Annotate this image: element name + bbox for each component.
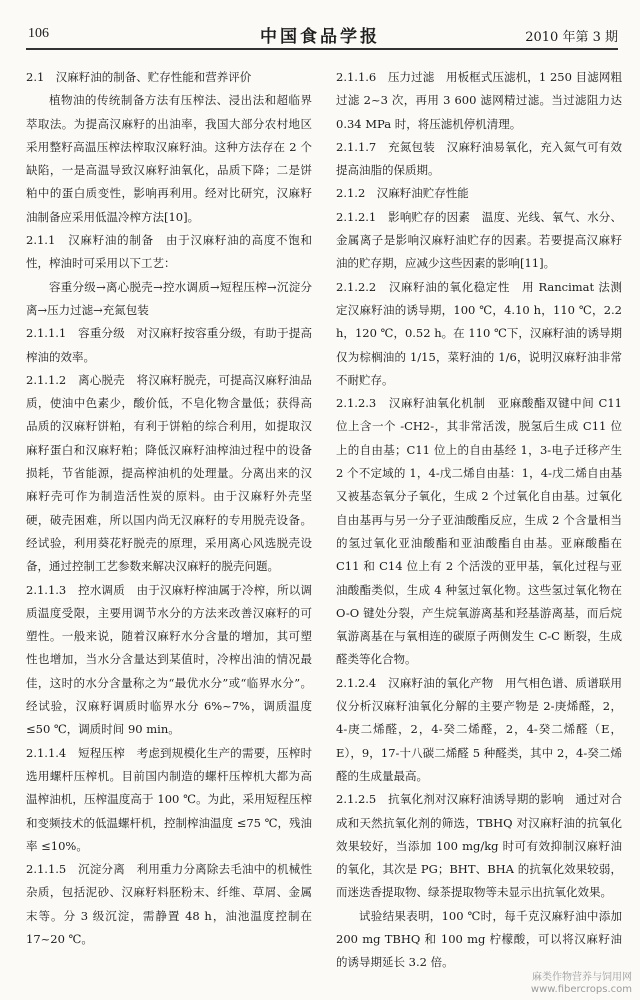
subsection-paragraph: 2.1.2.2 汉麻籽油的氧化稳定性 用 Rancimat 法测定汉麻籽油的诱导期，100 ℃，4.10 h，110 ℃，2.2 h，120 ℃，0.52 h。在 110 ℃下，汉麻籽油的诱导期仅为棕榈油的 1/15，菜籽油的 1/6，说明汉麻籽油非常不耐贮存。 bbox=[336, 279, 622, 387]
subsection-paragraph: 2.1.1.6 压力过滤 用板框式压滤机，1 250 目滤网粗过滤 2~3 次，再用 3 600 滤网精过滤。当过滤阻力达 0.34 MPa 时，将压滤机停机清理。 bbox=[336, 70, 622, 131]
subsection-paragraph: 2.1.1.2 离心脱壳 将汉麻籽脱壳，可提高汉麻籽油品质，使油中色素少，酸价低，不皂化物含量低；获得高品质的汉麻籽饼粕，有利于饼粕的综合利用，如提取汉麻籽蛋白和汉麻籽粕；降低汉麻籽油榨油过程中的设备损耗，节省能源，提高榨油机的处理量。分离出来的汉麻籽壳可作为制造活性炭的原料。由于汉麻籽外壳坚硬，破壳困难，所以国内尚无汉麻籽的专用脱壳设备。经试验，利用葵花籽脱壳的原理，采用离心风选脱壳设备，通过控制工艺参数来解决汉麻籽的脱壳问题。 bbox=[26, 372, 312, 574]
subsection-paragraph: 2.1.1 汉麻籽油的制备 由于汉麻籽油的高度不饱和性，榨油时可采用以下工艺： bbox=[26, 233, 312, 271]
paragraph: 试验结果表明，100 ℃时，每千克汉麻籽油中添加 200 mg TBHQ 和 100 mg 柠檬酸，可以将汉麻籽油的诱导期延长 3.2 倍。 bbox=[336, 908, 622, 970]
subsection-paragraph: 2.1.2.1 影响贮存的因素 温度、光线、氧气、水分、金属离子是影响汉麻籽油贮存的因素。若要提高汉麻籽油的贮存期，应减少这些因素的影响[11]。 bbox=[336, 209, 622, 271]
section-heading: 2.1 汉麻籽油的制备、贮存性能和营养评价 bbox=[26, 70, 252, 84]
journal-title: 中国食品学报 bbox=[260, 27, 380, 47]
subsection-paragraph: 2.1.1.3 控水调质 由于汉麻籽榨油属于冷榨，所以调质温度受限，主要用调节水分的方法来改善汉麻籽的可塑性。一般来说，随着汉麻籽水分含量的增加，其可塑性也增加，当水分含量达到某值时，冷榨出油的情况最佳，这时的水分含量称之为“最优水分”或“临界水分”。经试验，汉麻籽调质时临界水分 6%~7%，调质温度 ≤50 ℃，调质时间 90 min。 bbox=[26, 582, 312, 737]
left-column bbox=[26, 66, 312, 951]
subsection-paragraph: 2.1.2.3 汉麻籽油氧化机制 亚麻酸酯双键中间 C11 位上含一个 -CH2-，其非常活泼，脱氢后生成 C11 位上的自由基；C11 位上的自由基经 1，3-电子迁移产生 2 个不定域的 1，4-戊二烯自由基：1，4-戊二烯自由基又被基态氧分子氧化，生成 2 个过氧化自由基。过氧化自由基再与另一分子亚油酸酯反应，生成 2 个含量相当的氢过氧化亚油酸酯和亚油酸酯自由基。亚麻酸酯在 C11 和 C14 位上有 2 个活泼的亚甲基，氧化过程与亚油酸酯类似，生成 4 种氢过氧化物。这些氢过氧化物在 O-O 键处分裂，产生烷氧游离基和羟基游离基，而后烷氧游离基在与氧相连的碳原子两侧发生 C-C 断裂，生成醛类等化合物。 bbox=[336, 396, 622, 667]
subsection-paragraph: 2.1.1.4 短程压榨 考虑到规模化生产的需要，压榨时选用螺杆压榨机。目前国内制造的螺杆压榨机大都为高温榨油机，压榨温度高于 100 ℃。为此，采用短程压榨和变频技术的低温螺杆机，控制榨油温度 ≤75 ℃，残油率 ≤10%。 bbox=[26, 745, 312, 853]
subsection-paragraph: 2.1.1.5 沉淀分离 利用重力分离除去毛油中的机械性杂质，包括泥砂、汉麻籽料胚粉末、纤维、草屑、金属末等。分 3 级沉淀，需静置 48 h，油池温度控制在 17~20 ℃。 bbox=[26, 862, 312, 946]
subsection-paragraph: 2.1.1.1 容重分级 对汉麻籽按容重分级，有助于提高榨油的效率。 bbox=[26, 326, 312, 364]
issue-label: 2010 年第 3 期 bbox=[525, 30, 618, 45]
process-flow: 容重分级→离心脱壳→控水调质→短程压榨→沉淀分离→压力过滤→充氮包装 bbox=[26, 279, 312, 317]
watermark-site-name: 麻类作物营养与饲用网 bbox=[532, 972, 632, 983]
page-header bbox=[0, 0, 640, 48]
subsection-paragraph: 2.1.2.4 汉麻籽油的氧化产物 用气相色谱、质谱联用仪分析汉麻籽油氧化分解的主要产物是 2-庚烯醛，2，4-庚二烯醛，2，4-癸二烯醛，2，4-癸二烯醛（E，E），9，17-十八碳二烯醛 5 种醛类，其中 2，4-癸二烯醛的生成量最高。 bbox=[336, 675, 622, 783]
subsection-heading: 2.1.2 汉麻籽油贮存性能 bbox=[336, 186, 469, 201]
header-rule bbox=[26, 48, 618, 50]
page-number: 106 bbox=[28, 26, 49, 41]
subsection-paragraph: 2.1.1.7 充氮包装 汉麻籽油易氧化，充入氮气可有效提高油脂的保质期。 bbox=[336, 139, 622, 178]
watermark-url: www.fibercrops.com bbox=[530, 984, 632, 995]
paragraph: 植物油的传统制备方法有压榨法、浸出法和超临界萃取法。为提高汉麻籽的出油率，我国大部分农村地区采用整籽高温压榨法榨取汉麻籽油。这种方法存在 2 个缺陷，一是高温导致汉麻籽油氧化，品质下降；二是饼粕中的蛋白质变性，影响再利用。经对比研究，汉麻籽油制备应采用低温冷榨方法[10]。 bbox=[26, 93, 312, 224]
watermark bbox=[531, 972, 632, 996]
subsection-paragraph: 2.1.2.5 抗氧化剂对汉麻籽油诱导期的影响 通过对合成和天然抗氧化剂的筛选，TBHQ 对汉麻籽油的抗氧化效果较好，当添加 100 mg/kg 时可有效抑制汉麻籽油的氧化，其次是 PG；BHT、BHA 的抗氧化效果较弱，而迷迭香提取物、绿茶提取物等未显示出抗氧化效果。 bbox=[336, 792, 622, 900]
right-column bbox=[336, 66, 622, 975]
